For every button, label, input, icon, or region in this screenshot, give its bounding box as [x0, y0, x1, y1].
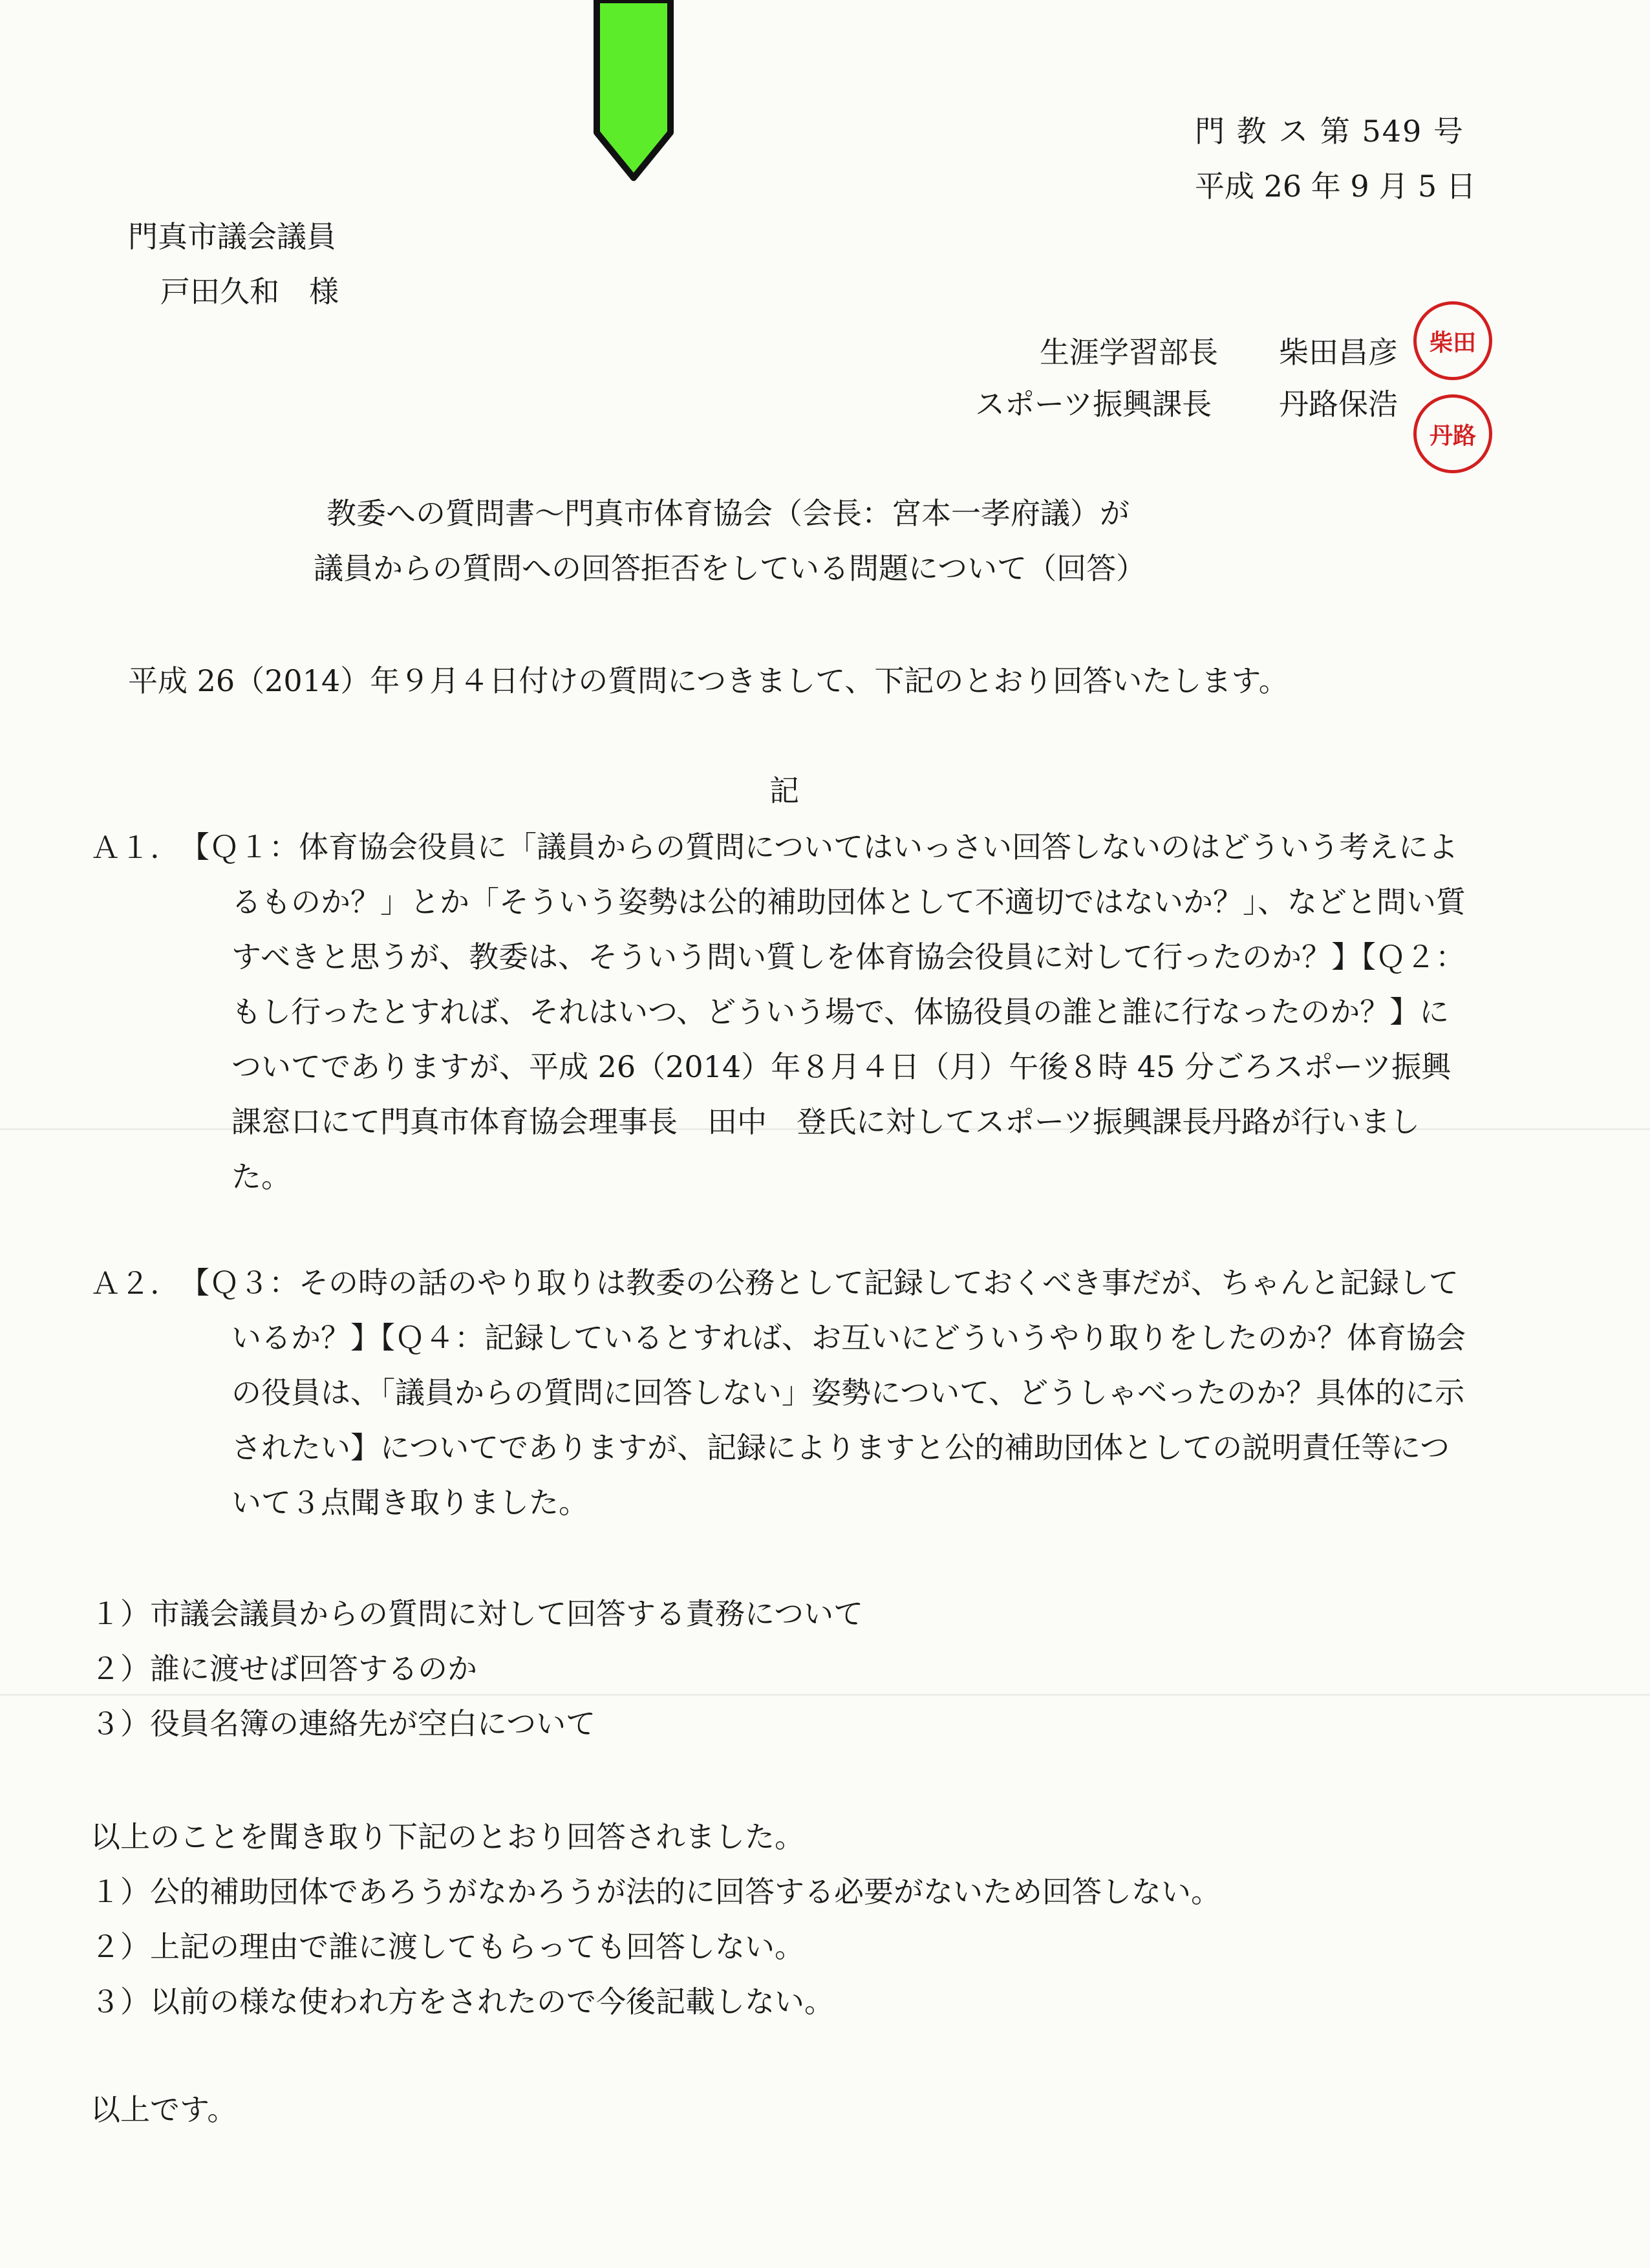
intro-paragraph: 平成 26（2014）年９月４日付けの質問につきまして、下記のとおり回答いたします。	[128, 663, 1289, 698]
list-item: ２）上記の理由で誰に渡してもらっても回答しない。	[91, 1929, 804, 1964]
seal-stamp-icon: 丹路	[1413, 394, 1492, 473]
sender-role: スポーツ振興課長	[975, 387, 1212, 422]
list-item: ２）誰に渡せば回答するのか	[91, 1651, 477, 1686]
list-item: １）公的補助団体であろうがなかろうが法的に回答する必要がないため回答しない。	[91, 1874, 1221, 1909]
document-date: 平成 26 年 9 月 5 日	[1195, 169, 1476, 204]
answer-paragraph: 【Ｑ３：その時の話のやり取りは教委の公務として記録しておくべき事だが、ちゃんと記録しているか？】【Ｑ４：記録しているとすれば、お互いにどういうやり取りをしたのか？体育協会の役員は、「議員からの質問に回答しない」姿勢について、どうしゃべったのか？具体的に示されたい】についてでありますが、記録によりますと公的補助団体としての説明責任等について３点聞き取りました。	[180, 1265, 1466, 1520]
subject-line: 教委への質問書～門真市体育協会（会長：宮本一孝府議）が	[327, 496, 1130, 531]
document-number: 門 教 ス 第 549 号	[1195, 114, 1464, 149]
answer-label: Ａ１.	[91, 830, 160, 865]
answers-intro: 以上のことを聞き取り下記のとおり回答されました。	[91, 1819, 804, 1854]
recipient-title: 門真市議会議員	[128, 219, 336, 254]
list-item: １）市議会議員からの質問に対して回答する責務について	[91, 1596, 864, 1631]
answer-label: Ａ２.	[91, 1266, 160, 1301]
recipient-name: 戸田久和 様	[160, 274, 339, 309]
seal-stamp-icon: 柴田	[1413, 301, 1492, 380]
bookmark-tab-icon	[592, 0, 676, 184]
paper-fold	[0, 1694, 1650, 1696]
list-item: ３）以前の様な使われ方をされたので今後記載しない。	[91, 1984, 834, 2019]
ki-heading: 記	[769, 773, 799, 808]
sender-name: 丹路保浩	[1279, 387, 1398, 422]
closing-text: 以上です。	[91, 2092, 237, 2127]
list-item: ３）役員名簿の連絡先が空白について	[91, 1706, 596, 1741]
answer-paragraph: 【Ｑ１：体育協会役員に「議員からの質問についてはいっさい回答しないのはどういう考えによるものか？」とか「そういう姿勢は公的補助団体として不適切ではないか？」、などと問い質すべきと思うが、教委は、そういう問い質しを体育協会役員に対して行ったのか？】【Ｑ２：もし行ったとすれば、それはいつ、どういう場で、体協役員の誰と誰に行なったのか？】についてでありますが、平成 26（2014）年８月４日（月）午後８時 45 分ごろスポーツ振興課窓口にて門真市体育協会理事長 田中 登氏に対してスポーツ振興課長丹路が行いました。	[180, 829, 1466, 1194]
sender-role: 生涯学習部長	[1040, 335, 1218, 370]
subject-line: 議員からの質問への回答拒否をしている問題について（回答）	[314, 551, 1146, 586]
sender-name: 柴田昌彦	[1279, 335, 1398, 370]
